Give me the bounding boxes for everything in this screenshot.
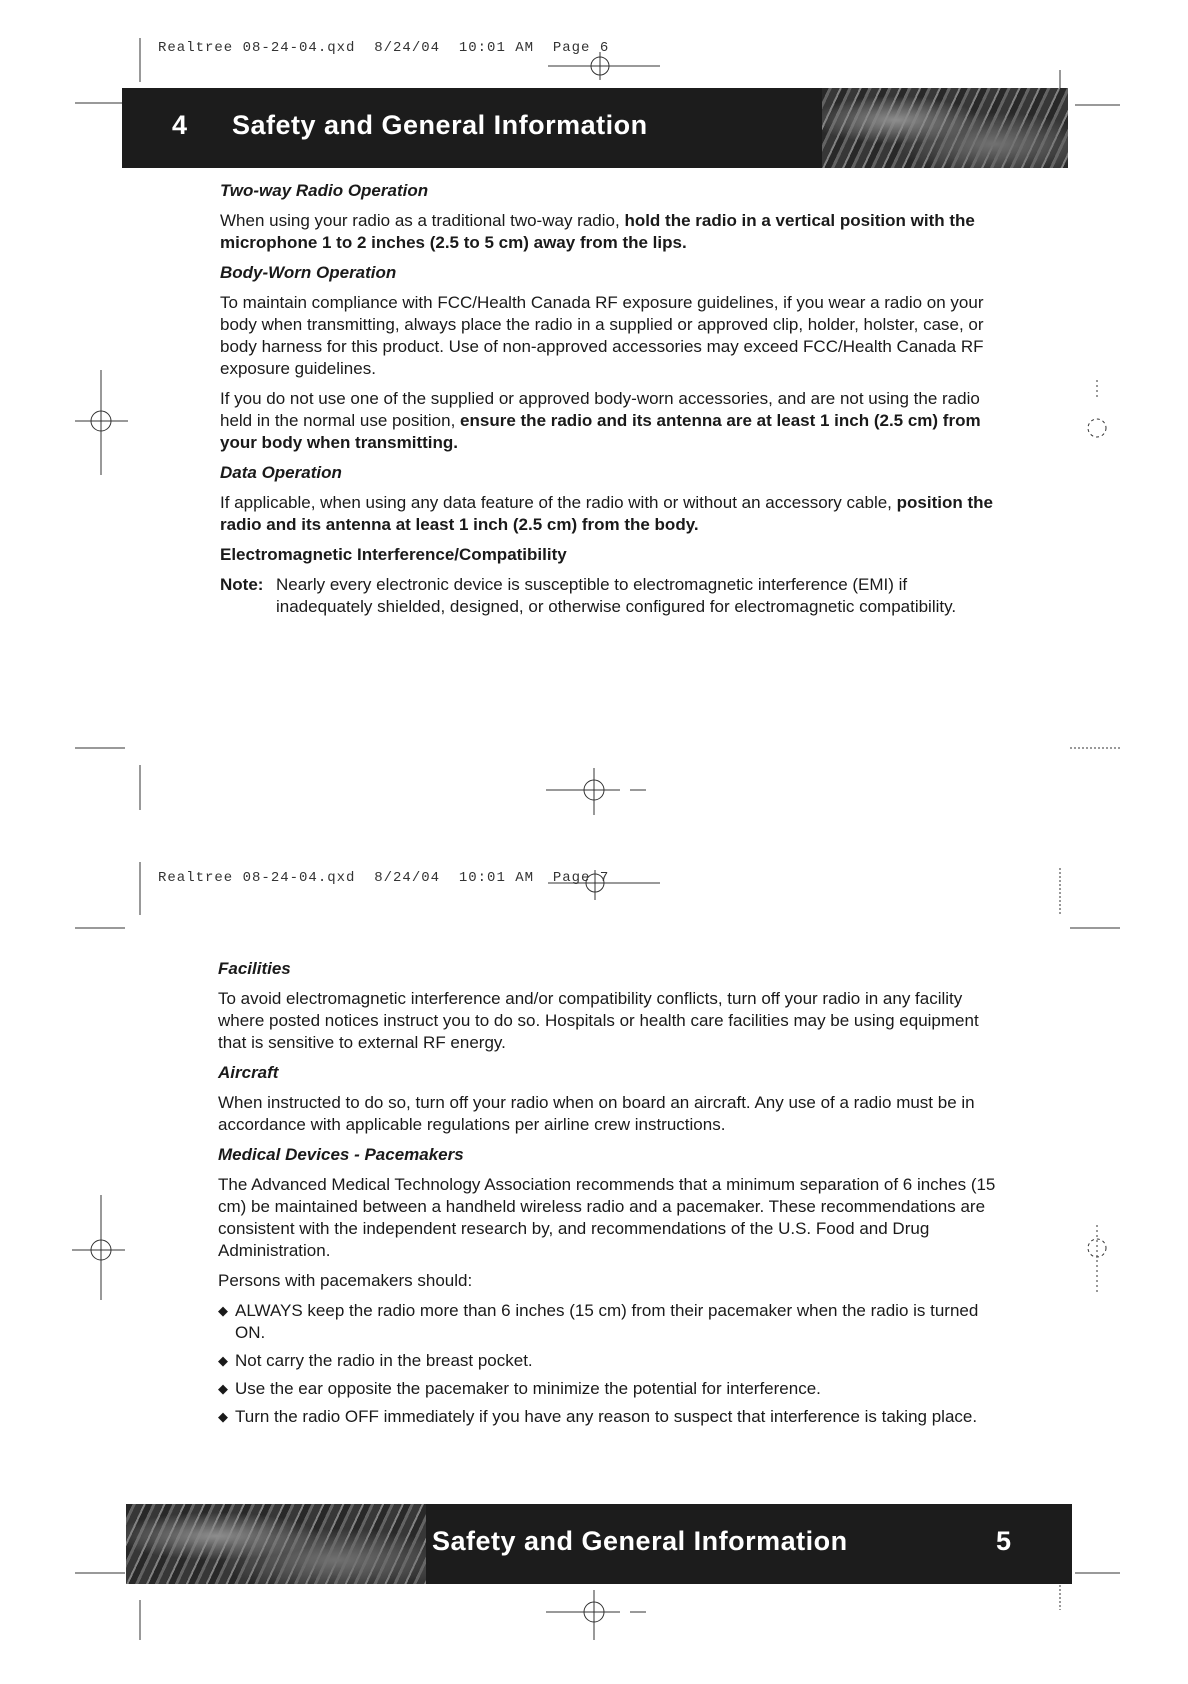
diamond-bullet-icon: ◆ (218, 1303, 228, 1318)
page-number: 5 (996, 1526, 1012, 1556)
emi-note (220, 574, 1000, 618)
note-text: Nearly every electronic device is susceptible to electromagnetic interference (EMI) if inadequately shielded, designed, or otherwise configured for electromagnetic compatibility. (276, 575, 957, 616)
diamond-bullet-icon: ◆ (218, 1381, 228, 1396)
body-worn-paragraph-1: To maintain compliance with FCC/Health Canada RF exposure guidelines, if you wear a radio on your body when transmitting, always place the radio in a supplied or approved clip, holder, holster, case, or body harness for this product. Use of non-approved accessories may exceed FCC/Health Canada RF exposure guidelines. (220, 293, 984, 378)
list-item: ◆ ALWAYS keep the radio more than 6 inches (15 cm) from their pacemaker when the radio is turned ON. (218, 1301, 979, 1342)
banner-title: Safety and General Information (432, 1526, 848, 1556)
body-worn-paragraph-2: If you do not use one of the supplied or approved body-worn accessories, and are not using the radio held in the normal use position, ensure the radio and its antenna are at least 1 inch (2.5 cm) from your body when transmitting. (220, 389, 981, 452)
heading-emi: Electromagnetic Interference/Compatibility (220, 545, 567, 564)
heading-aircraft: Aircraft (218, 1063, 279, 1082)
top-page-content (220, 180, 1000, 626)
pacemaker-list (218, 1300, 1003, 1428)
diamond-bullet-icon: ◆ (218, 1353, 228, 1368)
chapter-number: 4 (172, 110, 188, 140)
two-way-radio-paragraph: When using your radio as a traditional two-way radio, hold the radio in a vertical position with the microphone 1 to 2 inches (2.5 to 5 cm) away from the lips. (220, 211, 975, 252)
file-slug-top: Realtree 08-24-04.qxd 8/24/04 10:01 AM Page 6 (158, 40, 610, 56)
data-operation-paragraph: If applicable, when using any data feature of the radio with or without an accessory cable, position the radio and its antenna at least 1 inch (2.5 cm) from the body. (220, 493, 993, 534)
heading-body-worn: Body-Worn Operation (220, 263, 397, 282)
banner-title: Safety and General Information (232, 110, 648, 140)
medical-paragraph: The Advanced Medical Technology Association recommends that a minimum separation of 6 inches (15 cm) be maintained between a handheld wireless radio and a pacemaker. These recommendations are consistent with the independent research by, and recommendations of the U.S. Food and Drug Administration. (218, 1175, 996, 1260)
list-item: ◆ Turn the radio OFF immediately if you have any reason to suspect that interference is taking place. (218, 1407, 978, 1426)
section-banner-bottom (126, 1504, 1072, 1584)
note-label: Note: (220, 575, 264, 594)
bottom-page-content (218, 958, 1003, 1434)
heading-data-operation: Data Operation (220, 463, 342, 482)
diamond-bullet-icon: ◆ (218, 1409, 228, 1424)
list-item: ◆ Not carry the radio in the breast pocket. (218, 1351, 533, 1370)
heading-medical-devices: Medical Devices - Pacemakers (218, 1145, 464, 1164)
section-banner-top (122, 88, 1068, 168)
facilities-paragraph: To avoid electromagnetic interference and/or compatibility conflicts, turn off your radio in any facility where posted notices instruct you to do so. Hospitals or health care facilities may be using equipment that is sensitive to external RF energy. (218, 989, 979, 1052)
banner-texture (822, 88, 1068, 168)
file-slug-bottom: Realtree 08-24-04.qxd 8/24/04 10:01 AM Page 7 (158, 870, 610, 886)
list-item: ◆ Use the ear opposite the pacemaker to minimize the potential for interference. (218, 1379, 821, 1398)
aircraft-paragraph: When instructed to do so, turn off your radio when on board an aircraft. Any use of a radio must be in accordance with applicable regulations per airline crew instructions. (218, 1093, 975, 1134)
heading-two-way-radio: Two-way Radio Operation (220, 181, 429, 200)
banner-texture (126, 1504, 426, 1584)
pacemaker-intro: Persons with pacemakers should: (218, 1271, 473, 1290)
heading-facilities: Facilities (218, 959, 291, 978)
